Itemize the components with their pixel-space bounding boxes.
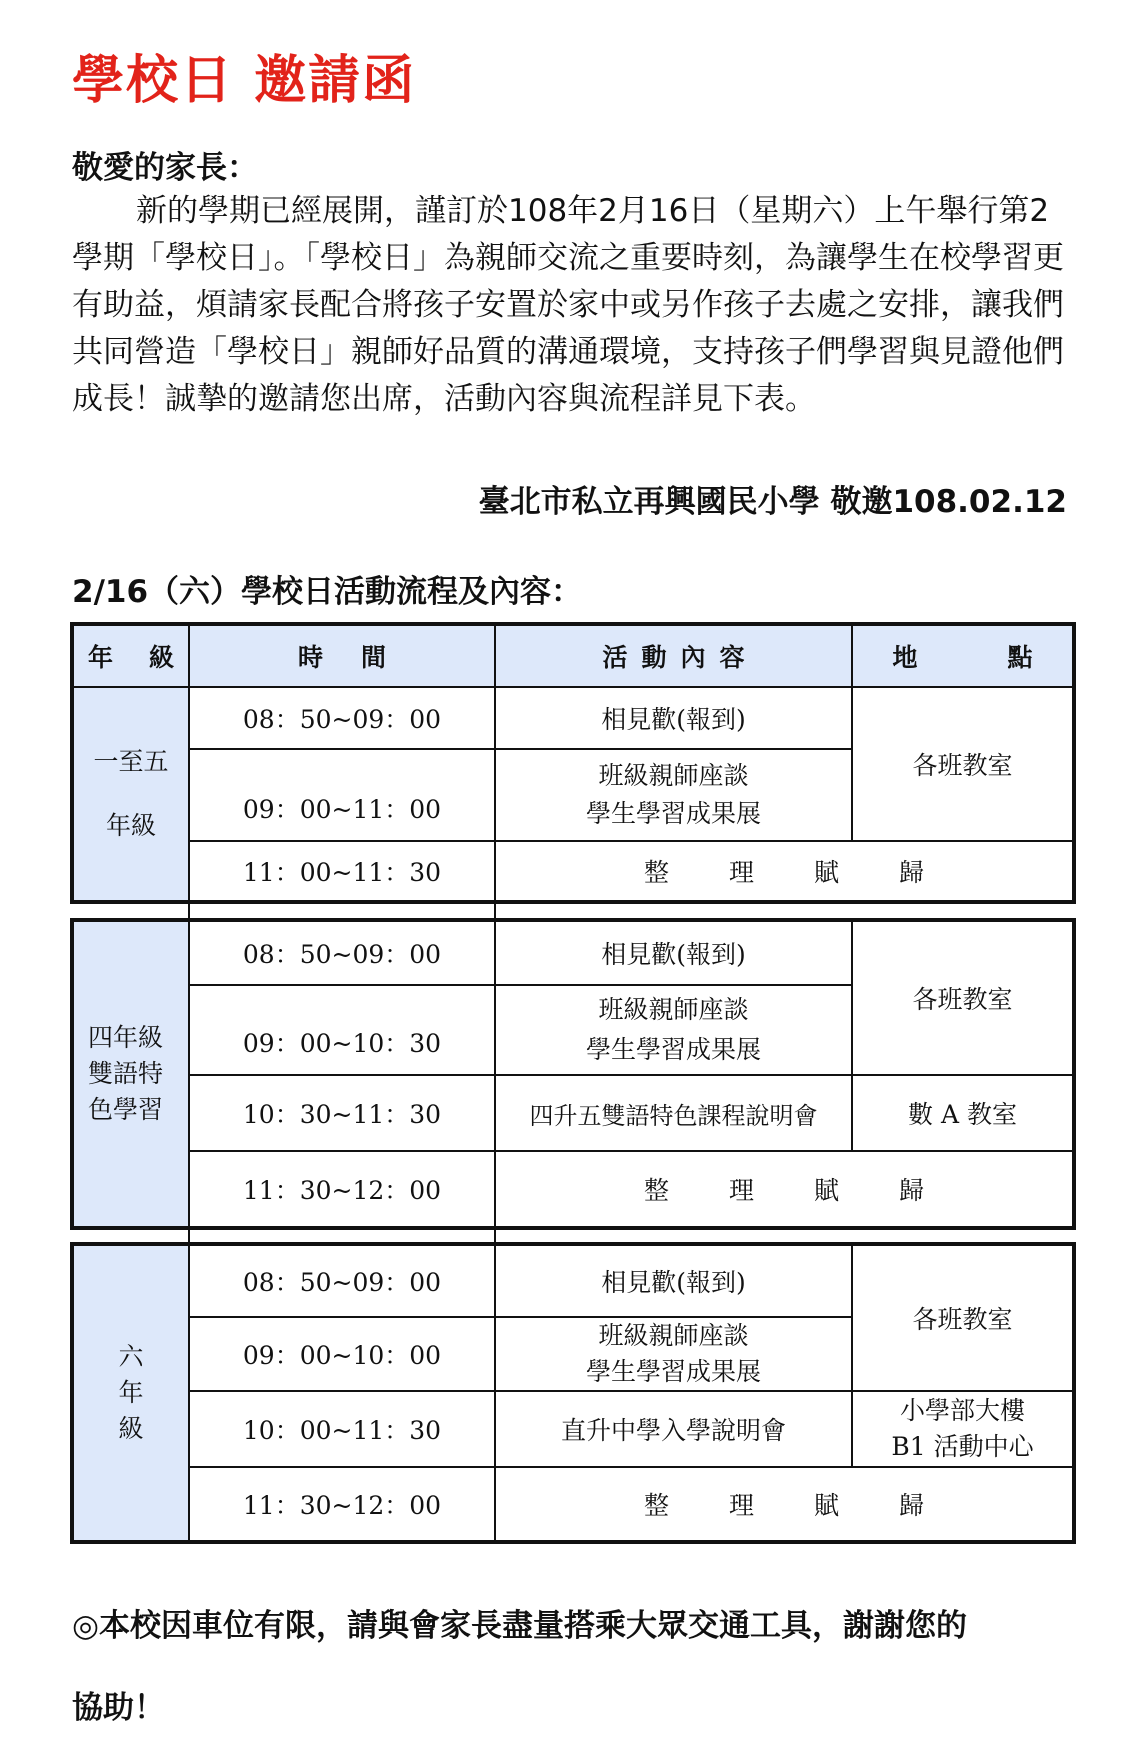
header-time: 時 間 [189,625,495,687]
time-cell: 11：30~12：00 [189,1151,495,1227]
header-activity: 活 動 內 容 [495,625,852,687]
time-cell: 11：30~12：00 [189,1467,495,1541]
time-cell: 10：30~11：30 [189,1075,495,1151]
activity-cell: 相見歡(報到) [495,687,852,749]
table-row [73,841,1073,901]
time-cell: 09：00~10：00 [189,1317,495,1391]
table-gap [74,1226,1070,1244]
location-cell: 各班教室 [852,1245,1073,1391]
grade-cell: 六 年 級 [73,1245,189,1541]
time-cell: 10：00~11：30 [189,1391,495,1467]
signature: 臺北市私立再興國民小學 敬邀108.02.12 [478,484,1067,520]
table-row [73,1151,1073,1227]
schedule-table-grade6 [72,1244,1074,1542]
table-gap [74,904,1070,920]
table-row [73,921,1073,985]
schedule-heading: 2/16（六）學校日活動流程及內容： [72,574,583,610]
header-location: 地 點 [852,625,1073,687]
location-cell: 各班教室 [852,687,1073,841]
header-grade: 年 級 [73,625,189,687]
table-row [73,687,1073,749]
parking-note: ◎本校因車位有限，請與會家長盡量搭乘大眾交通工具，謝謝您的 [72,1608,968,1644]
schedule-table-grade4-bilingual [72,920,1074,1228]
table-row [73,1245,1073,1317]
location-cell: 數 A 教室 [852,1075,1073,1151]
grade-cell: 一至五 年級 [73,687,189,901]
activity-cell: 班級親師座談 學生學習成果展 [495,1317,852,1391]
page-title: 學校日 邀請函 [72,51,417,111]
activity-cell-wrapup: 整 理 賦 歸 [495,1467,1073,1541]
table-row [73,1075,1073,1151]
time-cell: 09：00~11：00 [189,749,495,841]
time-cell: 08：50~09：00 [189,687,495,749]
activity-cell: 四升五雙語特色課程說明會 [495,1075,852,1151]
grade-cell: 四年級 雙語特 色學習 [73,921,189,1227]
location-cell: 各班教室 [852,921,1073,1075]
table-row [73,1467,1073,1541]
table-row [73,1391,1073,1467]
activity-cell-wrapup: 整 理 賦 歸 [495,1151,1073,1227]
activity-cell: 相見歡(報到) [495,1245,852,1317]
location-cell: 小學部大樓 B1 活動中心 [852,1391,1073,1467]
time-cell: 08：50~09：00 [189,921,495,985]
parking-note-end: 協助！ [72,1690,165,1726]
activity-cell: 直升中學入學說明會 [495,1391,852,1467]
schedule-table-grade1-5 [72,624,1074,902]
activity-cell-wrapup: 整 理 賦 歸 [495,841,1073,901]
greeting: 敬愛的家長： [72,150,258,186]
table-header-row [73,625,1073,687]
time-cell: 11：00~11：30 [189,841,495,901]
time-cell: 08：50~09：00 [189,1245,495,1317]
activity-cell: 班級親師座談 學生學習成果展 [495,749,852,841]
activity-cell: 相見歡(報到) [495,921,852,985]
invitation-body: 新的學期已經展開，謹訂於108年2月16日（星期六）上午舉行第2學期「學校日」。「學校日」為親師交流之重要時刻，為讓學生在校學習更有助益，煩請家長配合將孩子安置於家中或另作孩子去處之安排，讓我們共同營造「學校日」親師好品質的溝通環境，支持孩子們學習與見證他們成長！誠摯的邀請您出席，活動內容與流程詳見下表。 [72,193,1064,417]
time-cell: 09：00~10：30 [189,985,495,1075]
activity-cell: 班級親師座談 學生學習成果展 [495,985,852,1075]
